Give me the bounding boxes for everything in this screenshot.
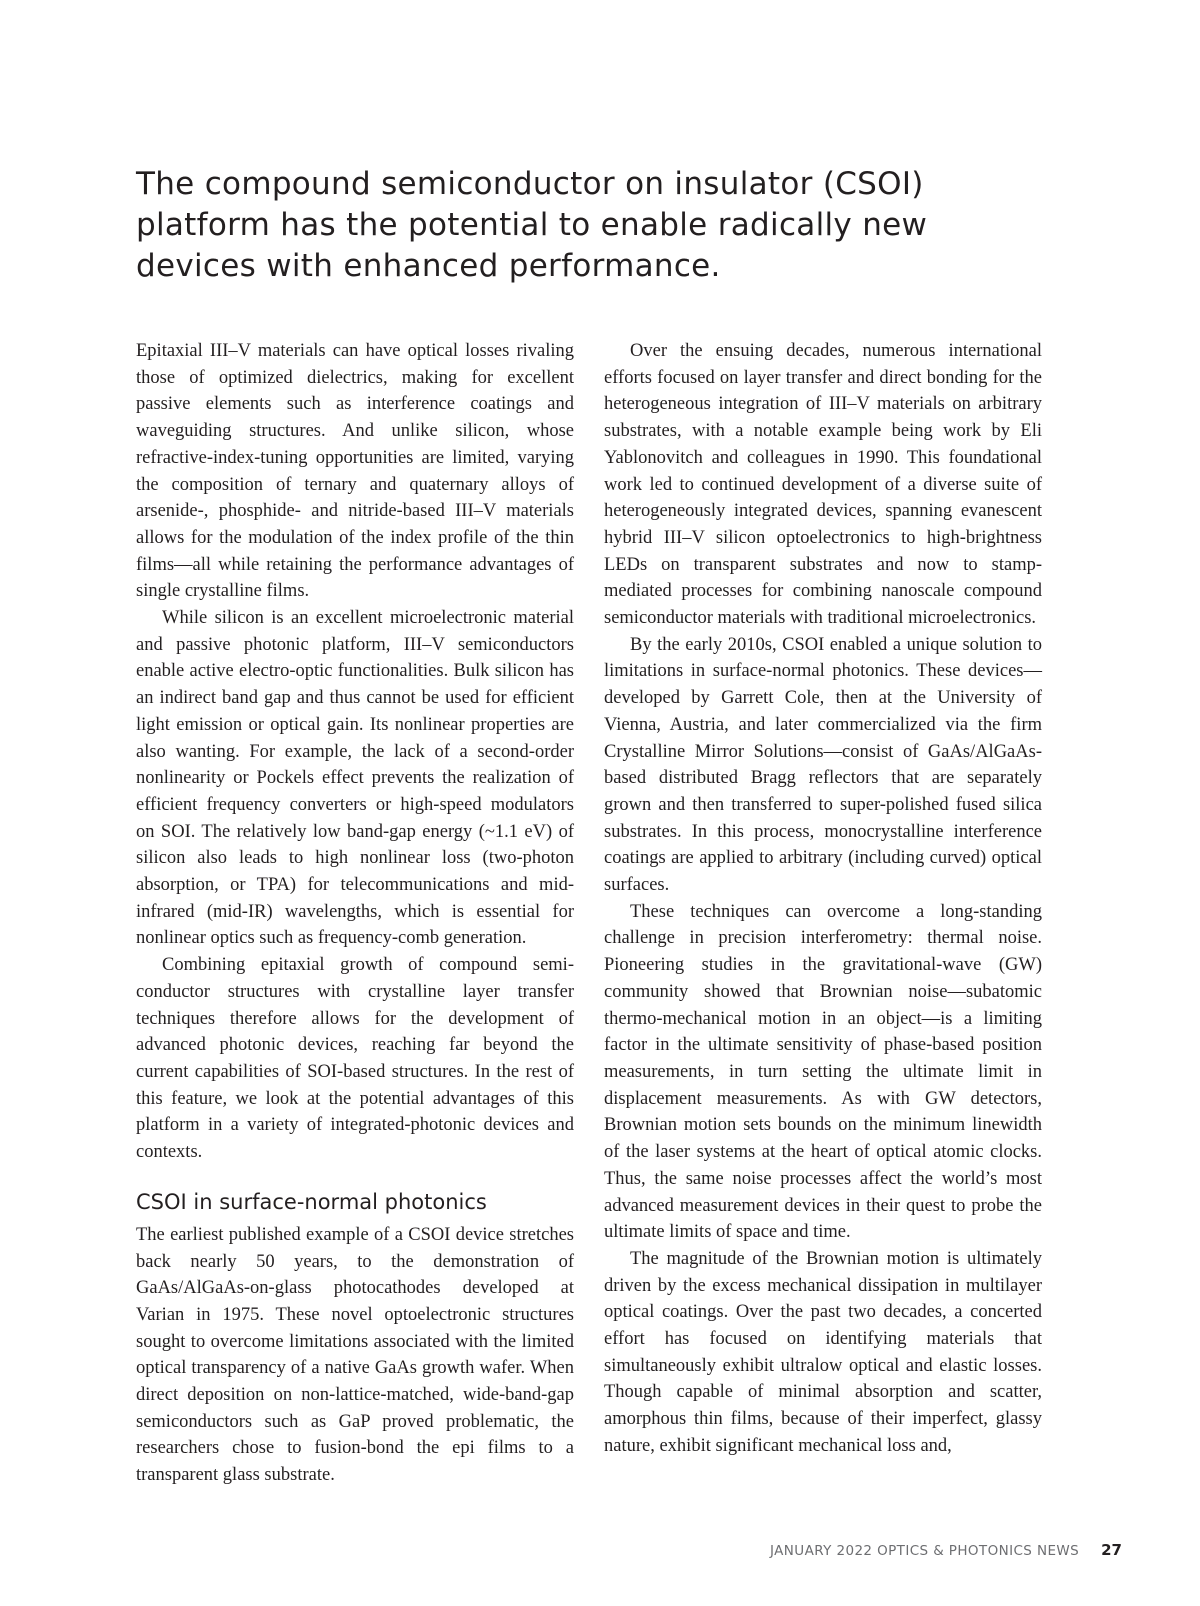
body-paragraph: By the early 2010s, CSOI enabled a unique solution to limitations in surface-normal photonics. These devices—developed by Garrett Cole, then at the University of Vienna, Austria, and later commercialized via the firm Crystalline Mirror Solutions—consist of GaAs/AlGaAs-based distributed Bragg reflectors that are separately grown and then transferred to super-polished fused silica substrates. In this process, monocrystalline interference coatings are applied to arbitrary (including curved) optical surfaces. [604,634,1042,896]
pull-quote: The compound semiconductor on insulator (CSOI) platform has the potential to enable radically new devices with enhanced performance. [136,166,928,284]
running-title: JANUARY 2022 OPTICS & PHOTONICS NEWS [770,1543,1080,1559]
body-paragraph: Combining epitaxial growth of compound semiconductor structures with crystalline layer transfer techniques therefore allows for the development of advanced photonic devices, reaching far beyond the current capabilities of SOI-based structures. In the rest of this feature, we look at the potential advantages of this platform in a variety of integrated-photonic devices and contexts. [136,955,574,1163]
body-paragraph: The magnitude of the Brownian motion is ultimately driven by the excess mechanical dissipation in multilayer optical coatings. Over the past two decades, a concerted effort has focused on identifying materials that simultaneously exhibit ultralow optical and elastic losses. Though capable of minimal absorption and scatter, amorphous thin films, because of their imperfect, glassy nature, exhibit significant mechanical loss and, [604,1248,1042,1456]
body-paragraph: Epitaxial III–V materials can have optical losses rivaling those of optimized dielectrics, making for excellent passive elements such as interference coatings and waveguiding structures. And unlike silicon, whose refractive-index-tuning opportunities are limited, varying the composition of ternary and quaternary alloys of arsenide-, phosphide- and nitride-based III–V materials allows for the modulation of the index profile of the thin films—all while retaining the performance advantages of single crystalline films. [136,341,574,602]
body-paragraph: Over the ensuing decades, numerous international efforts focused on layer transfer and direct bonding for the heterogeneous integration of III–V materials on arbitrary substrates, with a notable example being work by Eli Yablonovitch and colleagues in 1990. This foundational work led to continued development of a diverse suite of heterogeneously integrated devices, spanning evanescent hybrid III–V silicon optoelectronics to high-brightness LEDs on transparent substrates and now to stamp-mediated processes for combining nanoscale compound semiconductor materials with traditional microelectronics. [604,341,1042,629]
body-paragraph: While silicon is an excellent microelectronic material and passive photonic platform, III–V semiconductors enable active electro-optic functionalities. Bulk silicon has an indirect band gap and thus cannot be used for efficient light emission or optical gain. Its nonlinear properties are also wanting. For example, the lack of a second-order nonlinearity or Pockels effect prevents the realization of efficient frequency converters or high-speed modulators on SOI. The relatively low band-gap energy (~1.1 eV) of silicon also leads to high nonlinear loss (two-photon absorption, or TPA) for telecommunications and mid-infrared (mid-IR) wavelengths, which is essential for nonlinear optics such as frequency-comb generation. [136,608,574,949]
page-footer [770,1541,1122,1559]
left-column [136,338,574,1489]
body-paragraph: The earliest published example of a CSOI device stretches back nearly 50 years, to the demonstration of GaAs/AlGaAs-on-glass photocathodes developed at Varian in 1975. These novel optoelectronic structures sought to overcome limitations associated with the limited optical transparency of a native GaAs growth wafer. When direct deposition on non-lattice-matched, wide-band-gap semiconductors such as GaP proved problematic, the researchers chose to fusion-bond the epi films to a transparent glass substrate. [136,1224,574,1486]
section-heading: CSOI in surface-normal photonics [136,1189,487,1214]
body-paragraph: These techniques can overcome a long-standing challenge in precision interferometry: thermal noise. Pioneering studies in the gravitational-wave (GW) community showed that Brownian noise—subatomic thermo-mechanical motion in an object—is a limiting factor in the ultimate sensitivity of phase-based position measurements, in turn setting the ultimate limit in displacement measurements. As with GW detectors, Brownian motion sets bounds on the minimum linewidth of the laser systems at the heart of optical atomic clocks. Thus, the same noise processes affect the world’s most advanced measurement devices in their quest to probe the ultimate limits of space and time. [604,901,1042,1243]
right-column [604,338,1042,1460]
page-number: 27 [1101,1541,1122,1559]
